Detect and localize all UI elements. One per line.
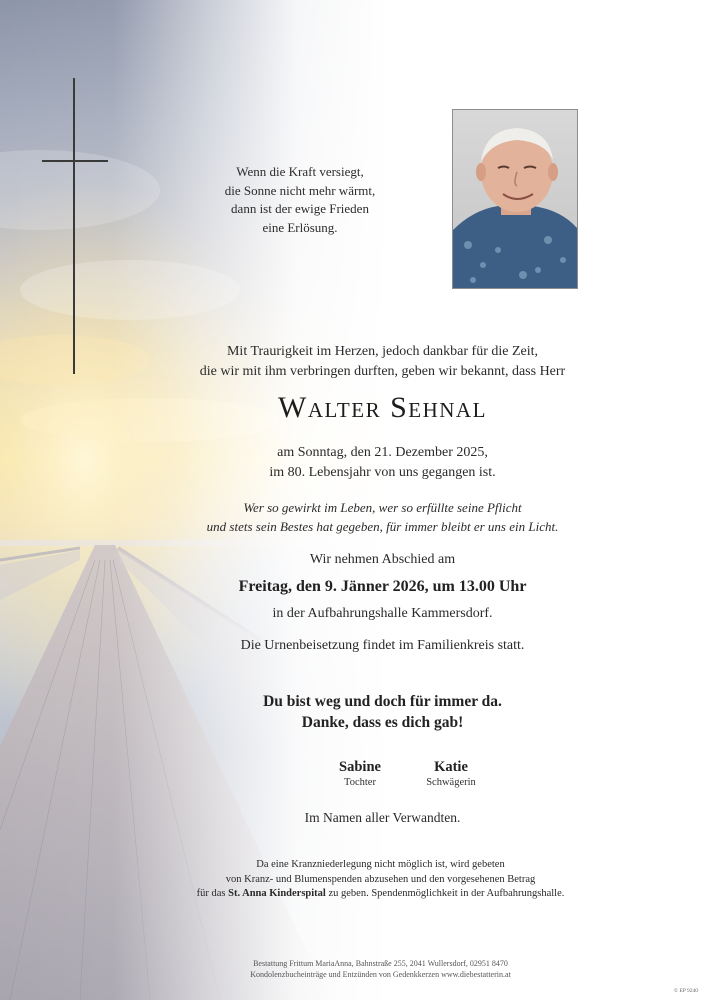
- farewell-place: in der Aufbahrungshalle Kammersdorf.: [272, 606, 493, 621]
- opening-verse: [190, 163, 410, 237]
- cross-icon-bar: [42, 160, 108, 162]
- charity-name: St. Anna Kinderspital: [228, 888, 326, 899]
- print-reference: © EP 9240: [673, 988, 698, 994]
- closing-line: Du bist weg und doch für immer da.: [263, 693, 502, 710]
- footer-line: Kondolenzbucheinträge und Entzünden von Gedenkkerzen www.diebestatterin.at: [250, 970, 511, 979]
- poem-line: und stets sein Bestes hat gegeben, für immer bleibt er uns ein Licht.: [206, 519, 559, 534]
- donation-line: Da eine Kranzniederlegung nicht möglich ist, wird gebeten: [256, 859, 505, 870]
- verse-line: eine Erlösung.: [262, 219, 338, 235]
- portrait-photo: [452, 109, 578, 289]
- donation-line: [54, 887, 707, 902]
- intro-line: die wir mit ihm verbringen durften, geben wir bekannt, dass Herr: [199, 364, 566, 379]
- relatives-note: Im Namen aller Verwandten.: [304, 810, 461, 825]
- death-notice: [0, 443, 707, 483]
- mourner: [396, 759, 506, 788]
- donation-note: [0, 858, 707, 902]
- mourner-relation: Tochter: [344, 777, 376, 788]
- verse-line: Wenn die Kraft versiegt,: [236, 164, 364, 179]
- urn-burial-note: Die Urnenbeisetzung findet im Familienkreis statt.: [240, 638, 525, 653]
- announcement-intro: [0, 342, 707, 382]
- donation-text: für das: [196, 888, 229, 899]
- deceased-name: Walter Sehnal: [278, 391, 487, 424]
- donation-text: zu geben. Spendenmöglichkeit in der Aufbahrungshalle.: [325, 888, 565, 899]
- intro-line: Mit Traurigkeit im Herzen, jedoch dankbar für die Zeit,: [226, 344, 539, 359]
- closing-words: [0, 691, 707, 733]
- footer-line: Bestattung Frittum MariaAnna, Bahnstraße 255, 2041 Wullersdorf, 02951 8470: [253, 959, 508, 968]
- death-line: am Sonntag, den 21. Dezember 2025,: [277, 445, 488, 460]
- donation-line: von Kranz- und Blumenspenden abzusehen und den vorgesehenen Betrag: [225, 873, 536, 885]
- funeral-home-footer: [0, 958, 707, 980]
- death-line: im 80. Lebensjahr von uns gegangen ist.: [269, 465, 496, 480]
- closing-line: Danke, dass es dich gab!: [301, 714, 464, 731]
- mourner-relation: Schwägerin: [426, 777, 476, 788]
- verse-line: die Sonne nicht mehr wärmt,: [224, 182, 376, 198]
- memorial-poem: [0, 498, 707, 536]
- mourner-name: Katie: [434, 759, 468, 775]
- poem-line: Wer so gewirkt im Leben, wer so erfüllte seine Pflicht: [243, 500, 522, 515]
- farewell-date: Freitag, den 9. Jänner 2026, um 13.00 Uhr: [238, 578, 527, 595]
- mourner-name: Sabine: [339, 759, 381, 775]
- cross-icon: [73, 78, 75, 374]
- farewell-intro: Wir nehmen Abschied am: [309, 552, 456, 567]
- verse-line: dann ist der ewige Frieden: [231, 201, 369, 216]
